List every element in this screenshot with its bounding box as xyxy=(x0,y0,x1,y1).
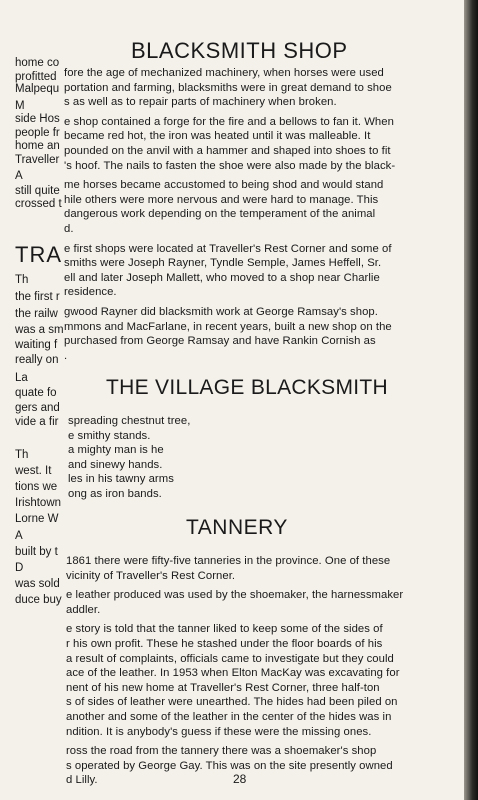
blacksmith-line: gwood Rayner did blacksmith work at George Ramsay's shop. xyxy=(64,305,378,318)
tannery-text xyxy=(66,554,403,788)
left-fragment-line: tions we xyxy=(15,481,58,493)
blacksmith-line: became red hot, the iron was heated until it was malleable. It xyxy=(64,130,371,143)
village-blacksmith-poem xyxy=(68,414,190,502)
tannery-line: ndition. It is anybody's guess if these were the missing ones. xyxy=(66,725,372,738)
left-fragment-line: crossed t xyxy=(15,198,62,210)
tannery-line: another and some of the leather in the center of the hides was in xyxy=(66,710,392,723)
left-fragment-line: built by t xyxy=(15,546,58,558)
blacksmith-line: pounded on the anvil with a hammer and shaped into shoes to fit xyxy=(64,144,391,157)
left-fragment-line: Irishtown xyxy=(15,497,62,509)
village-line: e smithy stands. xyxy=(68,429,151,442)
tannery-line: e leather produced was used by the shoemaker, the harnessmaker xyxy=(66,589,404,602)
left-fragment-line: side Hos xyxy=(15,113,60,125)
village-line: and sinewy hands. xyxy=(68,458,163,471)
tannery-line: nent of his new home at Traveller's Rest Corner, three half-ton xyxy=(66,681,380,694)
left-fragment-line: A xyxy=(15,170,23,182)
left-fragment-line: home an xyxy=(15,140,60,152)
blacksmith-line: portation and farming, blacksmiths were in great demand to shoe xyxy=(64,81,392,94)
tannery-line: d Lilly. xyxy=(66,774,98,787)
left-fragment-line: people fr xyxy=(15,127,60,139)
left-fragment-line: M xyxy=(15,100,25,112)
village-line: spreading chestnut tree, xyxy=(68,415,191,427)
left-fragment-line: profitted xyxy=(15,71,57,83)
left-fragment-line: was a sm xyxy=(15,324,64,336)
tannery-line: e story is told that the tanner liked to keep some of the sides of xyxy=(66,623,383,636)
left-fragment-line: the first r xyxy=(15,291,60,303)
tannery-line: s operated by George Gay. This was on the site presently owned xyxy=(66,759,393,772)
left-fragment-line: vide a fir xyxy=(15,416,59,428)
blacksmith-line: purchased from George Ramsay and have Rankin Cornish as xyxy=(64,335,376,348)
left-fragment-line: Malpequ xyxy=(15,83,60,95)
left-fragment-line: Traveller xyxy=(15,154,60,166)
blacksmith-line: fore the age of mechanized machinery, when horses were used xyxy=(64,67,384,79)
blacksmith-shop-heading: BLACKSMITH SHOP xyxy=(131,38,348,63)
left-fragment-line: was sold xyxy=(15,578,60,590)
village-blacksmith-heading: THE VILLAGE BLACKSMITH xyxy=(106,376,389,399)
village-line: a mighty man is he xyxy=(68,444,164,457)
tannery-line: ross the road from the tannery there was a shoemaker's shop xyxy=(66,745,377,758)
left-fragment-line: really on xyxy=(15,354,59,366)
tannery-line: a result of complaints, officials came to investigate but they could xyxy=(66,652,394,665)
left-fragment-line: Lorne W xyxy=(15,513,59,525)
left-fragment-line: duce buy xyxy=(15,594,62,606)
left-fragment-line: Th xyxy=(15,274,29,286)
left-fragment-line: the railw xyxy=(15,308,58,320)
left-fragment-line: D xyxy=(15,562,24,574)
left-fragment-line: waiting f xyxy=(15,339,58,351)
blacksmith-line: . xyxy=(64,349,68,362)
left-fragment-line: La xyxy=(15,372,28,384)
left-fragment-line: A xyxy=(15,530,23,542)
left-fragment-line: gers and xyxy=(15,402,60,414)
page-number: 28 xyxy=(233,772,247,786)
tannery-line: ace of the leather. In 1953 when Elton MacKay was excavating for xyxy=(66,667,400,680)
left-fragment-line: home co xyxy=(15,57,60,69)
blacksmith-line: s as well as to repair parts of machinery when broken. xyxy=(64,96,337,109)
blacksmith-line: 's hoof. The nails to fasten the shoe were also made by the black- xyxy=(64,159,396,172)
left-fragment-line: Th xyxy=(15,449,29,461)
blacksmith-line: mmons and MacFarlane, in recent years, built a new shop on the xyxy=(64,320,392,333)
tannery-heading: TANNERY xyxy=(186,516,288,539)
blacksmith-line: e first shops were located at Traveller's Rest Corner and some of xyxy=(64,242,392,255)
blacksmith-line: hile others were more nervous and were hard to manage. This xyxy=(64,193,379,206)
tannery-line: addler. xyxy=(66,603,101,616)
left-fragment-line: still quite xyxy=(15,185,60,197)
left-fragment-line: TRA xyxy=(15,242,62,267)
blacksmith-line: smiths were Joseph Rayner, Tyndle Semple, James Heffell, Sr. xyxy=(64,257,382,270)
blacksmith-line: dangerous work depending on the temperament of the animal xyxy=(64,208,376,221)
tannery-line: vicinity of Traveller's Rest Corner. xyxy=(66,569,236,582)
book-binding-edge xyxy=(464,0,478,800)
blacksmith-line: e shop contained a forge for the fire and a bellows to fan it. When xyxy=(64,115,394,128)
blacksmith-line: ell and later Joseph Mallett, who moved to a shop near Charlie xyxy=(64,271,380,284)
village-line: les in his tawny arms xyxy=(68,473,174,486)
tannery-line: s of sides of leather were unearthed. The hides had been piled on xyxy=(66,696,398,709)
tannery-line: r his own profit. These he stashed under the floor boards of his xyxy=(66,637,383,650)
village-line: ong as iron bands. xyxy=(68,487,162,500)
blacksmith-line: residence. xyxy=(64,286,117,299)
blacksmith-line: d. xyxy=(64,222,74,235)
blacksmith-line: me horses became accustomed to being shod and would stand xyxy=(64,179,384,192)
tannery-line: 1861 there were fifty-five tanneries in the province. One of these xyxy=(66,555,391,567)
blacksmith-text xyxy=(64,66,395,363)
left-fragment-line: west. It xyxy=(15,465,52,477)
left-fragment-line: quate fo xyxy=(15,387,57,399)
